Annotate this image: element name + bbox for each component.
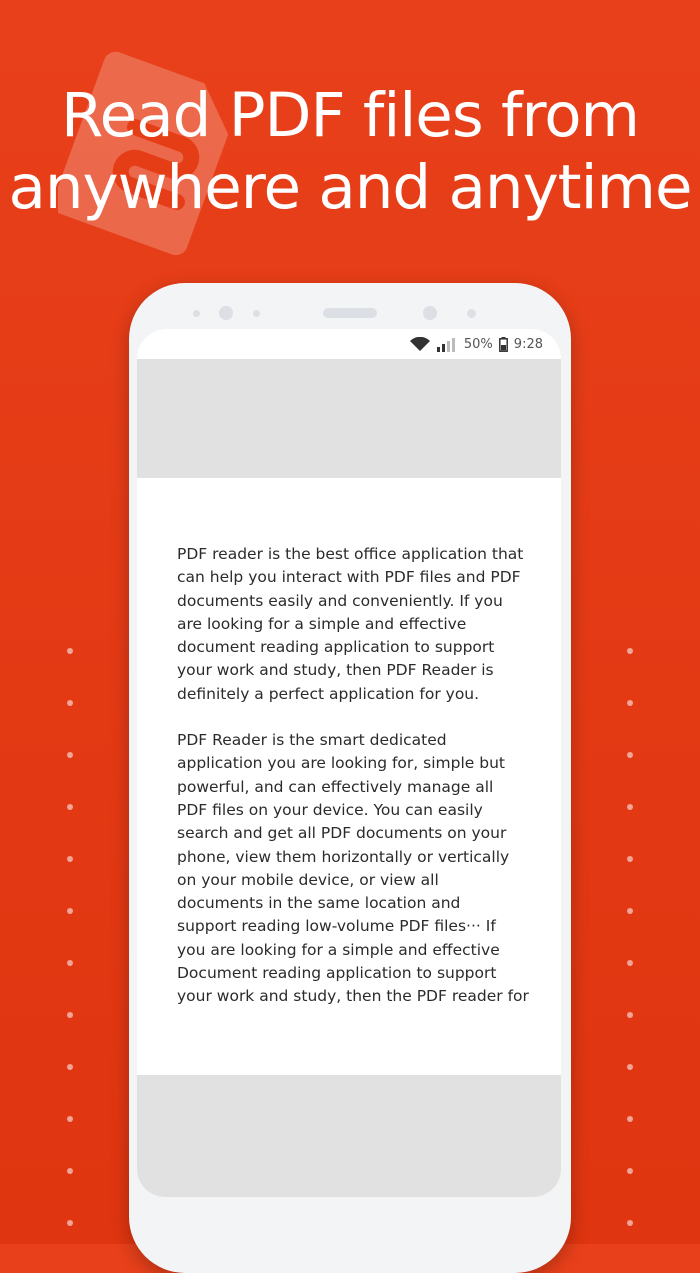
battery-percentage: 50% (463, 336, 493, 352)
sensor-dot (193, 310, 200, 317)
status-bar (137, 329, 561, 359)
wifi-icon (410, 337, 430, 351)
sensor-dot (253, 310, 260, 317)
front-sensor (423, 306, 437, 320)
page-gap-bottom (137, 1075, 561, 1197)
document-page[interactable] (177, 543, 529, 1032)
page-gap-top (137, 359, 561, 478)
decorative-dots-right (627, 648, 633, 1272)
front-camera (219, 306, 233, 320)
sensor-dot (467, 309, 476, 318)
document-paragraph: PDF reader is the best office application that can help you interact with PDF files and PDF documents easily and conveniently. If you are looking for a simple and effective document reading application to support your work and study, then PDF Reader is definitely a perfect application for you. (177, 545, 524, 703)
clock: 9:28 (513, 336, 543, 352)
signal-icon (436, 336, 458, 352)
battery-icon (499, 337, 508, 352)
phone-mockup (129, 283, 571, 1273)
decorative-dots-left (67, 648, 73, 1272)
headline (0, 80, 700, 224)
phone-screen (137, 329, 561, 1197)
headline-line-1: Read PDF files from (61, 80, 639, 151)
earpiece-speaker (323, 308, 377, 318)
document-paragraph: PDF Reader is the smart dedicated application you are looking for, simple but powerful, and can effectively manage all PDF files on your device. You can easily search and get all PDF documents on your phone, view them horizontally or vertically on your mobile device, or view all documents in the same location and support reading low-volume PDF files··· If you are looking for a simple and effective Document reading application to support your work and study, then the PDF reader for (177, 731, 529, 1006)
headline-line-2: anywhere and anytime (8, 152, 692, 223)
